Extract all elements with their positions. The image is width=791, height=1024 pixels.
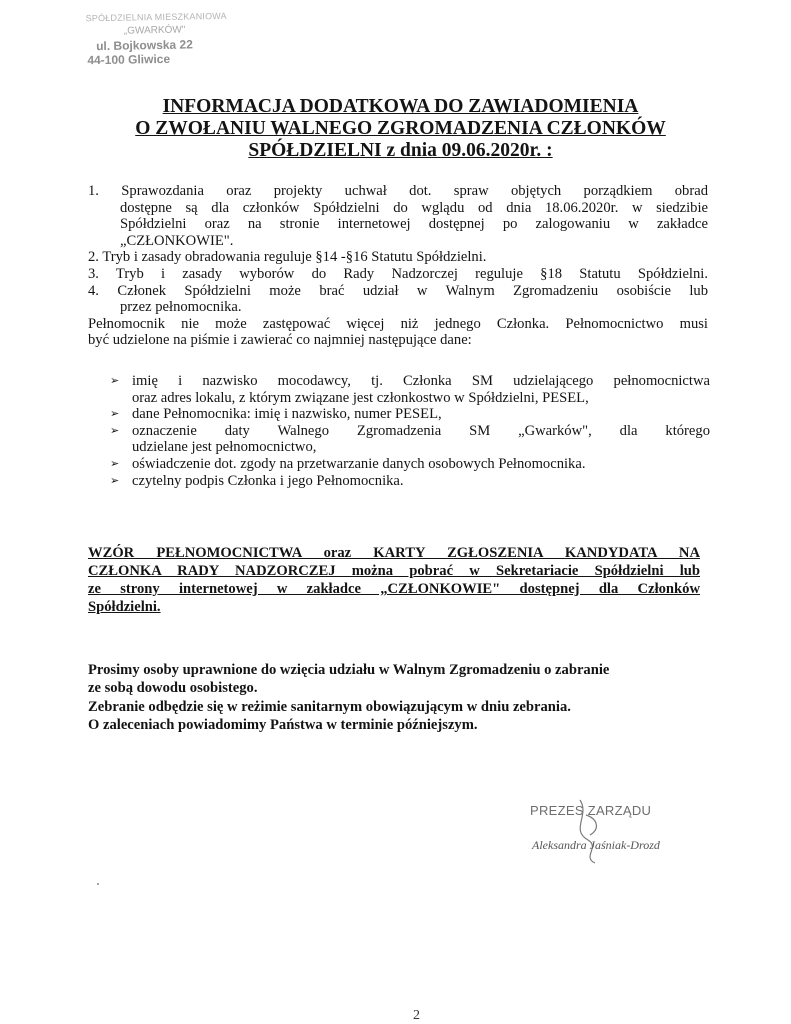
- notice-line-4: Spółdzielni.: [88, 599, 161, 615]
- title-line-2: O ZWOŁANIU WALNEGO ZGROMADZENIA CZŁONKÓW: [135, 118, 666, 139]
- stamp-line-2: „GWARKÓW": [123, 24, 186, 37]
- proxy-paragraph-line-1: Pełnomocnik nie może zastępować więcej niż jednego Członka. Pełnomocnictwo musi: [88, 315, 708, 332]
- bullet-1-line-2: oraz adres lokalu, z którym związane jest członkostwo w Spółdzielni, PESEL,: [132, 389, 589, 406]
- arrow-bullet-icon: ➢: [110, 375, 120, 387]
- item-4-line-1: 4. Członek Spółdzielni może brać udział w Walnym Zgromadzeniu osobiście lub: [88, 282, 708, 299]
- scan-speck: [97, 883, 99, 885]
- notice-line-3: ze strony internetowej w zakładce „CZŁONKOWIE" dostępnej dla Członków: [88, 581, 700, 597]
- title-line-1: INFORMACJA DODATKOWA DO ZAWIADOMIENIA: [162, 96, 639, 117]
- page-number: 2: [413, 1008, 420, 1023]
- closing-line-2: ze sobą dowodu osobistego.: [88, 680, 258, 697]
- list-item: [110, 456, 710, 473]
- closing-line-3: Zebranie odbędzie się w reżimie sanitarnym obowiązującym w dniu zebrania.: [88, 698, 571, 715]
- item-1-line-2: dostępne są dla członków Spółdzielni do wglądu od dnia 18.06.2020r. w siedzibie: [120, 199, 708, 216]
- bullet-3-line-1: oznaczenie daty Walnego Zgromadzenia SM „Gwarków", dla którego: [132, 422, 710, 439]
- proxy-paragraph-line-2: być udzielone na piśmie i zawierać co najmniej następujące dane:: [88, 332, 472, 349]
- bullet-1-line-1: imię i nazwisko mocodawcy, tj. Członka SM udzielającego pełnomocnictwa: [132, 373, 710, 389]
- proxy-requirements-list: [110, 373, 710, 489]
- bullet-5: czytelny podpis Członka i jego Pełnomocnika.: [132, 472, 404, 489]
- title-line-3: SPÓŁDZIELNI z dnia 09.06.2020r. :: [248, 140, 553, 161]
- closing-paragraph: [88, 661, 700, 735]
- closing-line-1: Prosimy osoby uprawnione do wzięcia udziału w Walnym Zgromadzeniu o zabranie: [88, 662, 610, 678]
- stamp-line-4: 44-100 Gliwice: [87, 51, 171, 68]
- signature-role: PREZES ZARZĄDU: [530, 803, 652, 818]
- stamp-line-3: ul. Bojkowska 22: [96, 37, 193, 54]
- item-1-line-1: 1. Sprawozdania oraz projekty uchwał dot. spraw objętych porządkiem obrad: [88, 183, 708, 199]
- item-2: 2. Tryb i zasady obradowania reguluje §14 -§16 Statutu Spółdzielni.: [88, 249, 487, 266]
- arrow-bullet-icon: ➢: [110, 457, 120, 470]
- forms-notice: [88, 544, 700, 616]
- list-item: [110, 473, 710, 490]
- item-1-line-4: „CZŁONKOWIE".: [120, 232, 234, 249]
- cooperative-stamp: [86, 9, 237, 68]
- handwritten-signature: [560, 795, 620, 865]
- item-3: 3. Tryb i zasady wyborów do Rady Nadzorczej reguluje §18 Statutu Spółdzielni.: [88, 265, 708, 282]
- closing-line-4: O zaleceniach powiadomimy Państwa w terminie późniejszym.: [88, 717, 478, 734]
- list-item: [110, 423, 710, 456]
- bullet-4: oświadczenie dot. zgody na przetwarzanie danych osobowych Pełnomocnika.: [132, 455, 586, 472]
- arrow-bullet-icon: ➢: [110, 408, 120, 421]
- stamp-line-1: SPÓŁDZIELNIA MIESZKANIOWA: [85, 10, 227, 24]
- numbered-list: [88, 183, 708, 349]
- bullet-3-line-2: udzielane jest pełnomocnictwo,: [132, 439, 317, 456]
- item-1-line-3: Spółdzielni oraz na stronie internetowej dostępnej po zalogowaniu w zakładce: [120, 216, 708, 233]
- item-4-line-2: przez pełnomocnika.: [120, 299, 242, 316]
- bullet-2: dane Pełnomocnika: imię i nazwisko, numer PESEL,: [132, 406, 442, 423]
- arrow-bullet-icon: ➢: [110, 474, 120, 487]
- arrow-bullet-icon: ➢: [110, 424, 120, 437]
- list-item: [110, 373, 710, 406]
- document-title: [100, 96, 701, 162]
- notice-line-1: WZÓR PEŁNOMOCNICTWA oraz KARTY ZGŁOSZENIA KANDYDATA NA: [88, 545, 700, 561]
- notice-line-2: CZŁONKA RADY NADZORCZEJ można pobrać w Sekretariacie Spółdzielni lub: [88, 563, 700, 579]
- list-item: [110, 406, 710, 423]
- signatory-name: Aleksandra Jaśniak-Drozd: [532, 838, 660, 852]
